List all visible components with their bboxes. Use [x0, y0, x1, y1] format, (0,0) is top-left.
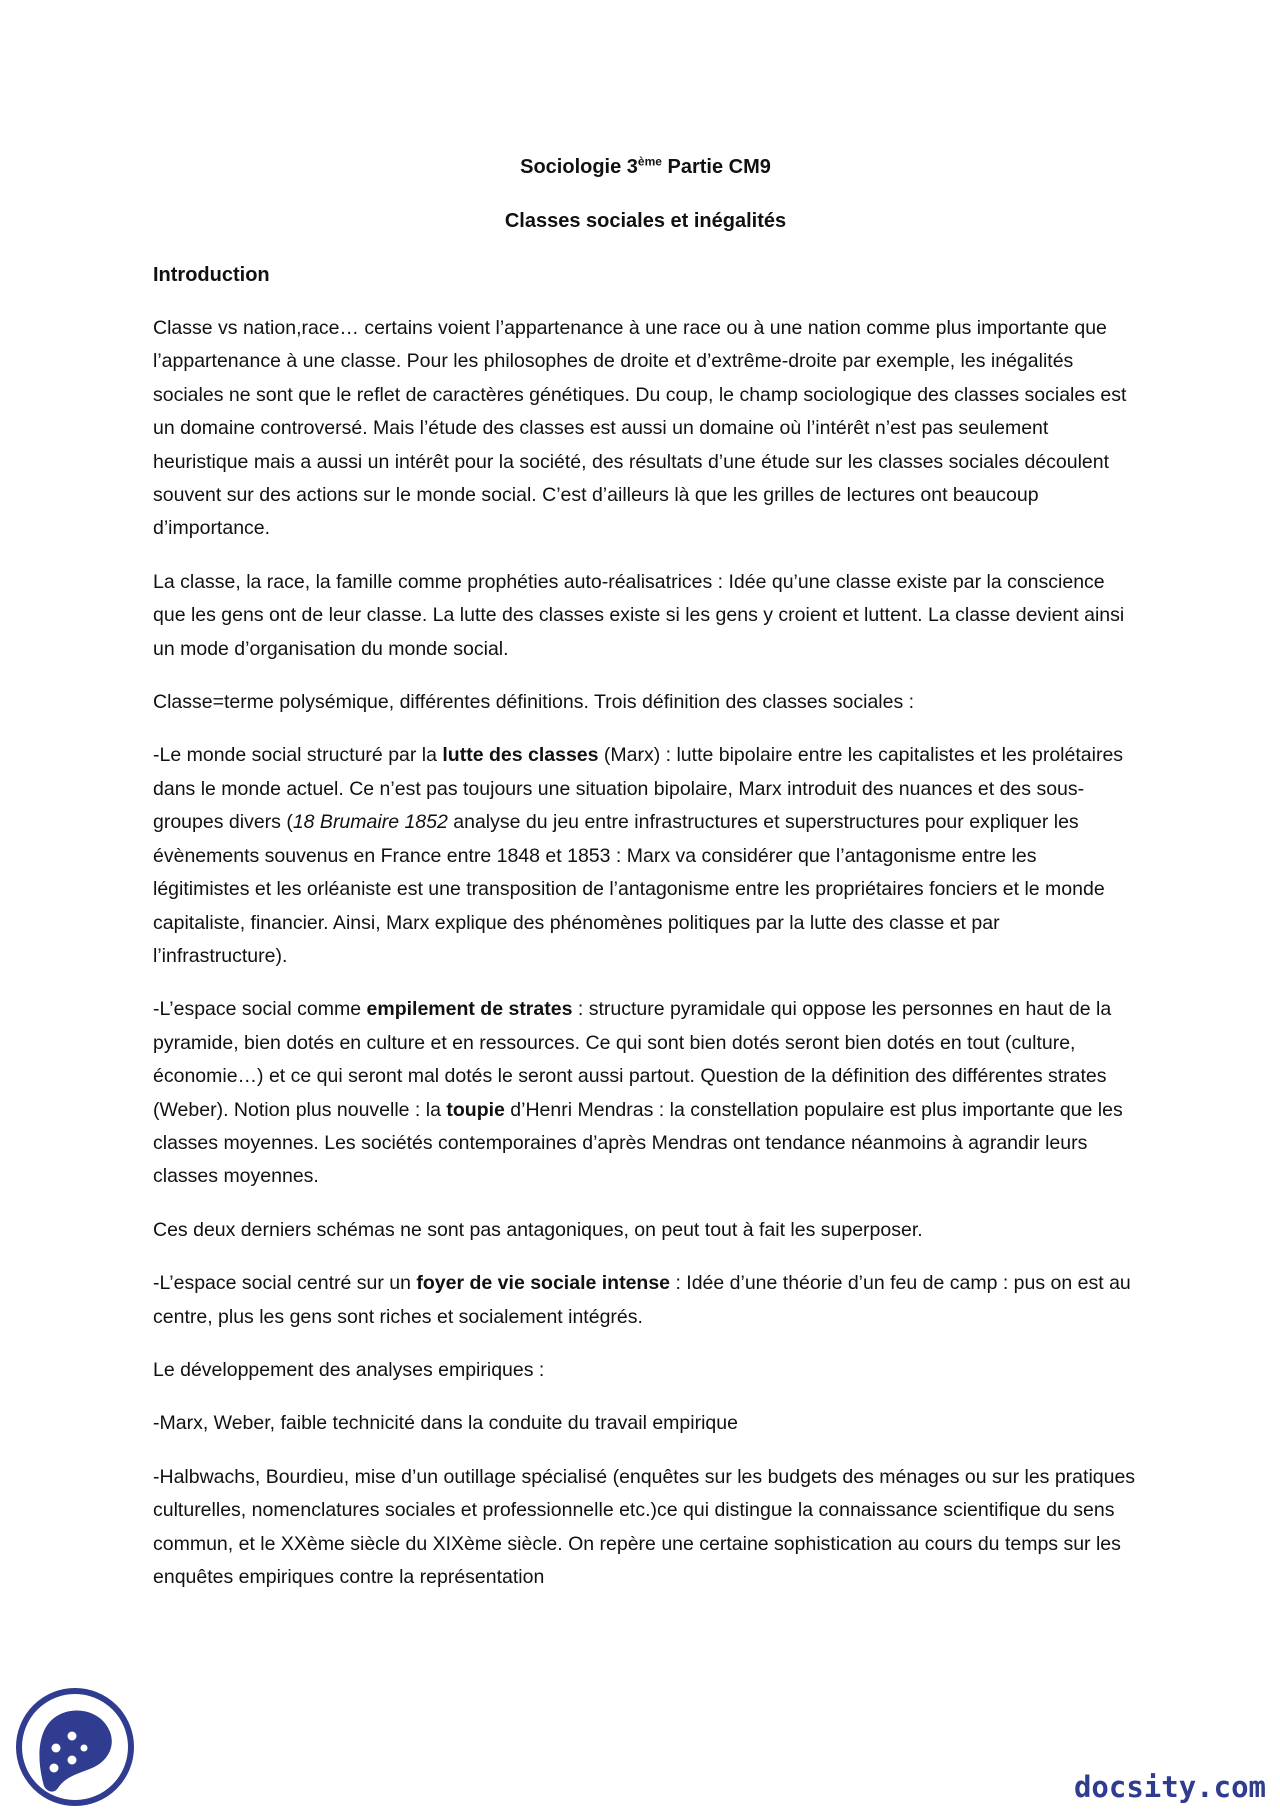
- paragraph-8: Le développement des analyses empiriques :: [153, 1358, 545, 1381]
- paragraph-7: -L’espace social centré sur un foyer de vie sociale intense : Idée d’une théorie d’un feu de camp : pus on est au centre, plus les gens sont riches et socialement intégrés.: [153, 1272, 1131, 1328]
- paragraph-1: Classe vs nation,race… certains voient l’appartenance à une race ou à une nation comme plus importante que l’appartenance à une classe. Pour les philosophes de droite et d’extrême-droite par exemple, les inégalités sociales ne sont que le reflet de caractères génétiques. Du coup, le champ sociologique des classes sociales est un domaine controversé. Mais l’étude des classes est aussi un domaine où l’intérêt n’est pas seulement heuristique mais a aussi un intérêt pour la société, des résultats d’une étude sur les classes sociales découlent souvent sur des actions sur le monde social. C’est d’ailleurs là que les grilles de lectures ont beaucoup d’importance.: [153, 317, 1127, 540]
- docsity-logo-icon[interactable]: [14, 1688, 136, 1806]
- section-heading-introduction: Introduction: [153, 264, 270, 286]
- paragraph-9: -Marx, Weber, faible technicité dans la conduite du travail empirique: [153, 1412, 738, 1435]
- paragraph-5: -L’espace social comme empilement de strates : structure pyramidale qui oppose les personnes en haut de la pyramide, bien dotés en culture et en ressources. Ce qui sont bien dotés seront bien dotés en tout (culture, économie…) et ce qui seront mal dotés le seront aussi partout. Question de la définition des différentes strates (Weber). Notion plus nouvelle : la toupie d’Henri Mendras : la constellation populaire est plus importante que les classes moyennes. Les sociétés contemporaines d’après Mendras ont tendance néanmoins à agrandir leurs classes moyennes.: [153, 998, 1123, 1188]
- paragraph-2: La classe, la race, la famille comme prophéties auto-réalisatrices : Idée qu’une classe existe par la conscience que les gens ont de leur classe. La lutte des classes existe si les gens y croient et luttent. La classe devient ainsi un mode d’organisation du monde social.: [153, 570, 1125, 660]
- docsity-brand-link[interactable]: docsity.com: [1073, 1770, 1266, 1804]
- document-title: Sociologie 3ème Partie CM9: [520, 154, 771, 178]
- bold-term-empilement-de-strates: empilement de strates: [366, 998, 573, 1021]
- bold-term-toupie: toupie: [446, 1098, 505, 1121]
- paragraph-3: Classe=terme polysémique, différentes définitions. Trois définition des classes sociales :: [153, 691, 915, 714]
- title-superscript: ème: [637, 154, 662, 169]
- bold-term-foyer-de-vie-sociale: foyer de vie sociale intense: [416, 1272, 671, 1295]
- paragraph-4: -Le monde social structuré par la lutte des classes (Marx) : lutte bipolaire entre les capitalistes et les prolétaires dans le monde actuel. Ce n’est pas toujours une situation bipolaire, Marx introduit des nuances et des sous-groupes divers (18 Brumaire 1852 analyse du jeu entre infrastructures et superstructures pour expliquer les évènements souvenus en France entre 1848 et 1853 : Marx va considérer que l’antagonisme entre les légitimistes et les orléaniste est une transposition de l’antagonisme entre les propriétaires fonciers et le monde capitaliste, financier. Ainsi, Marx explique des phénomènes politiques par la lutte des classe et par l’infrastructure).: [153, 744, 1124, 967]
- document-page: [153, 150, 1138, 1614]
- paragraph-6: Ces deux derniers schémas ne sont pas antagoniques, on peut tout à fait les superposer.: [153, 1218, 923, 1241]
- document-subtitle: Classes sociales et inégalités: [504, 210, 787, 232]
- bold-term-lutte-des-classes: lutte des classes: [442, 744, 599, 767]
- italic-title-brumaire: 18 Brumaire 1852: [292, 811, 448, 834]
- paragraph-10: -Halbwachs, Bourdieu, mise d’un outillage spécialisé (enquêtes sur les budgets des ménages ou sur les pratiques culturelles, nomenclatures sociales et professionnelle etc.)ce qui distingue la connaissance scientifique du sens commun, et le XXème siècle du XIXème siècle. On repère une certaine sophistication au cours du temps sur les enquêtes empiriques contre la représentation: [153, 1465, 1136, 1588]
